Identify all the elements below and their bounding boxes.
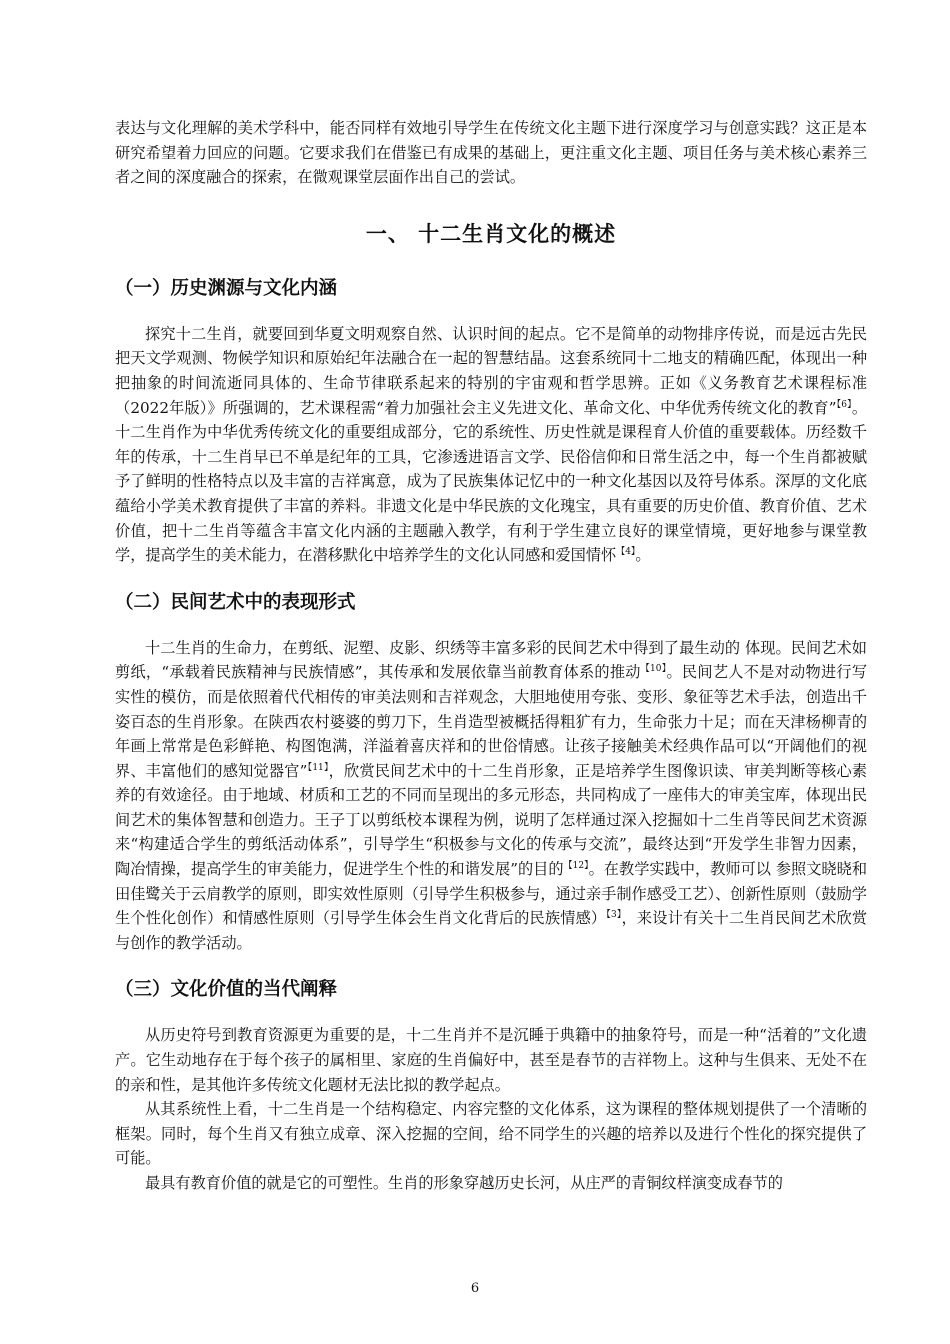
chapter-title: 一、 十二生肖文化的概述 [365, 221, 617, 246]
contemporary-paragraph-1: 从历史符号到教育资源更为重要的是，十二生肖并不是沉睡于典籍中的抽象符号，而是一种“活着的”文化遗产。它生动地存在于每个孩子的属相里、家庭的生肖偏好中，甚至是春节的吉祥物上。这种与生俱来、无处不在的亲和性，是其他许多传统文化题材无法比拟的教学起点。 [115, 1026, 867, 1094]
history-paragraph [115, 322, 867, 568]
text-run: 。十二生肖作为中华优秀传统文化的重要组成部分，它的系统性、历史性就是课程育人价值的重要载体。历经数千年的传承，十二生肖早已不单是纪年的工具，它渗透进语言文学、民俗信仰和日常生活之中，每一个生肖都被赋予了鲜明的性格特点以及丰富的吉祥寓意，成为了民族集体记忆中的一种文化基因以及符号体系。深厚的文化底蕴给小学美术教育提供了丰富的养料。非遗文化是中华民族的文化瑰宝，具有重要的历史价值、教育价值、艺术价值，把十二生肖等蕴含丰富文化内涵的主题融入教学，有利于学生建立良好的课堂情境，更好地参与课堂教学，提高学生的美术能力，在潜移默化中培养学生的文化认同感和爱国情怀 [115, 398, 867, 565]
text-run: 。民间艺人不是对动物进行写实性的模仿，而是依照着代代相传的审美法则和吉祥观念，大胆地使用夸张、变形、象征等艺术手法，创造出千姿百态的生肖形象。在陕西农村婆婆的剪刀下，生肖造型被概括得粗犷有力，生命张力十足；而在天津杨柳青的年画上常常是色彩鲜艳、构图饱满，洋溢着喜庆祥和的世俗情感。让孩子接触美术经典作品可以“开阔他们的视界、丰富他们的感知觉器官” [115, 663, 868, 780]
citation-ref: 【3】 [606, 910, 622, 921]
section-heading-folk-art: （二）民间艺术中的表现形式 [115, 591, 356, 613]
text-run: 。在教学实践中，教师可以 参照文晓晓和田佳鹭关于云肩教学的原则，即实效性原则（引导学生积极参与，通过亲手制作感受工艺）、创新性原则（鼓励学生个性化创作）和情感性原则（引导学生体会生肖文化背后的民族情感） [115, 860, 868, 928]
citation-ref: 【12】 [563, 861, 589, 871]
page-number: 6 [470, 1281, 480, 1296]
section-heading-contemporary-value: （三）文化价值的当代阐释 [115, 979, 338, 1001]
contemporary-paragraph-3: 最具有教育价值的就是它的可塑性。生肖的形象穿越历史长河，从庄严的青铜纹样演变成春节的 [145, 1174, 783, 1192]
text-run: ，来设计有关十二生肖民间艺术欣赏与创作的教学活动。 [115, 909, 868, 952]
citation-ref: 【4】 [616, 547, 636, 558]
folk-art-paragraph [115, 636, 867, 956]
contemporary-paragraph-2: 从其系统性上看，十二生肖是一个结构稳定、内容完整的文化体系，这为课程的整体规划提供了一个清晰的框架。同时，每个生肖又有独立成章、深入挖掘的空间，给不同学生的兴趣的培养以及进行个性化的探究提供了可能。 [115, 1100, 867, 1168]
citation-ref: 【6】 [836, 399, 852, 410]
text-run: ，欣赏民间艺术中的十二生肖形象，正是培养学生图像识读、审美判断等核心素养的有效途径。由于地域、材质和工艺的不同而呈现出的多元形态，共同构成了一座伟大的审美宝库，体现出民间艺术的集体智慧和创造力。王子丁以剪纸校本课程为例，说明了怎样通过深入挖掘如十二生肖等民间艺术资源来“构建适合学生的剪纸活动体系”，引导学生“积极参与文化的传承与交流”，最终达到“开发学生非智力因素，陶冶情操，提高学生的审美能力，促进学生个性的和谐发展”的目的 [115, 761, 868, 879]
section-heading-history: （一）历史渊源与文化内涵 [115, 277, 338, 299]
citation-ref: 【10】 [640, 664, 667, 675]
document-body [115, 116, 867, 1196]
text-run: 十二生肖的生命力，在剪纸、泥塑、皮影、织绣等丰富多彩的民间艺术中得到了最生动的 体现。民间艺术如剪纸，“承载着民族精神与民族情感”，其传承和发展依靠当前教育体系的推动 [115, 638, 867, 682]
intro-paragraph: 表达与文化理解的美术学科中，能否同样有效地引导学生在传统文化主题下进行深度学习与创意实践？这正是本研究希望着力回应的问题。它要求我们在借鉴已有成果的基础上，更注重文化主题、项目任务与美术核心素养三者之间的深度融合的探索，在微观课堂层面作出自己的尝试。 [115, 119, 867, 187]
citation-ref: 【11】 [307, 762, 329, 773]
text-run: 。 [635, 546, 651, 565]
text-run: 探究十二生肖，就要回到华夏文明观察自然、认识时间的起点。它不是简单的动物排序传说，而是远古先民把天文学观测、物候学知识和原始纪年法融合在一起的智慧结晶。这套系统同十二地支的精确匹配，体现出一种把抽象的时间流逝同具体的、生命节律联系起来的特别的宇宙观和哲学思辨。正如《义务教育艺术课程标准（2022年版）》所强调的，艺术课程需“着力加强社会主义先进文化、革命文化、中华优秀传统文化的教育” [115, 324, 867, 417]
